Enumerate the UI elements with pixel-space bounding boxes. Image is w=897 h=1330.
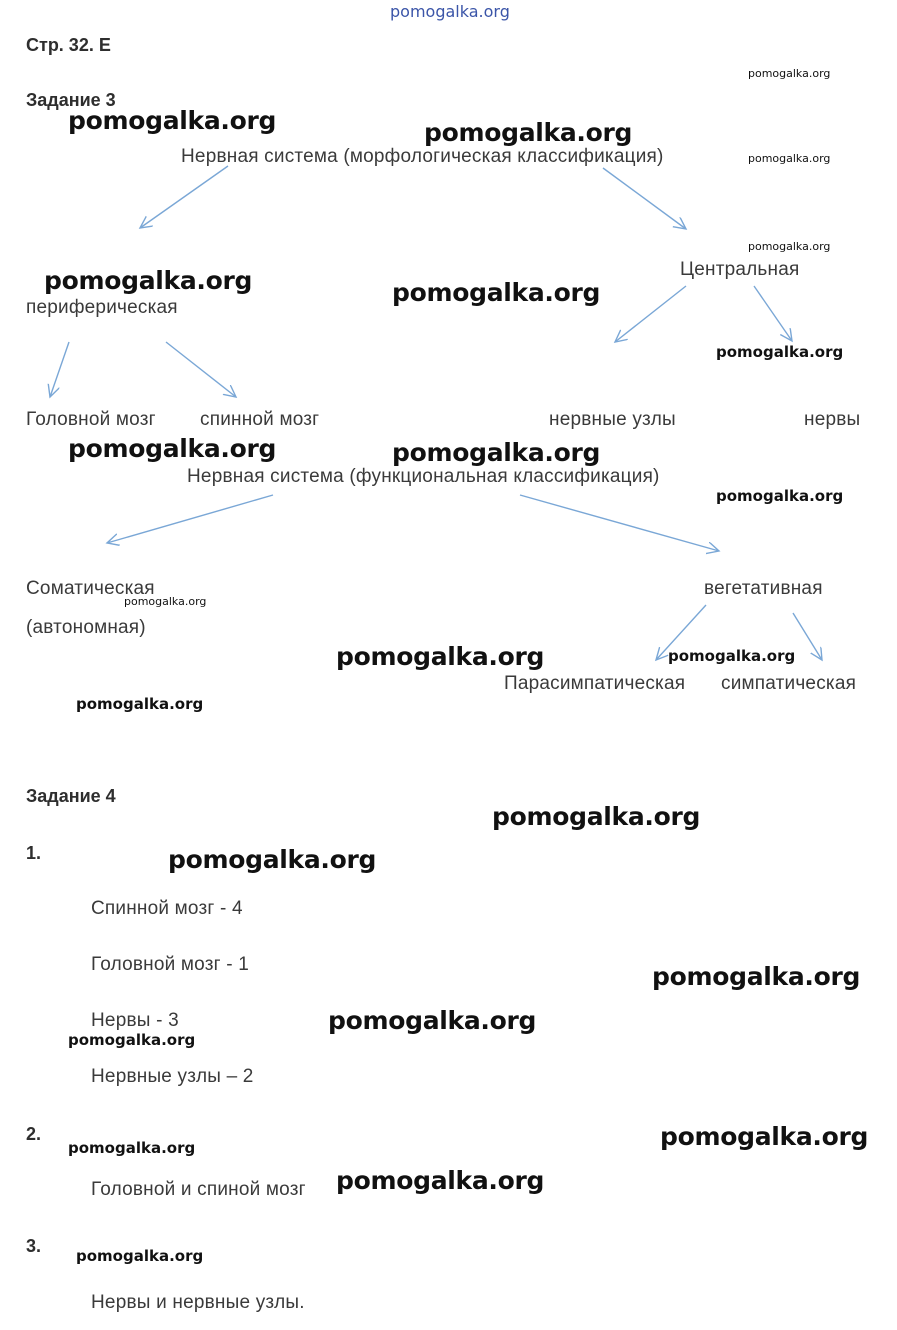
- arrow-central-to-ganglia: [615, 286, 686, 342]
- arrow-root2-to-somatic: [107, 495, 273, 543]
- q1-item-nerves: Нервы - 3: [91, 1010, 179, 1031]
- diagram2-autonomous: (автономная): [26, 617, 146, 638]
- diagram2-vegetative: вегетативная: [704, 578, 823, 599]
- diagram2-root: Нервная система (функциональная классификация): [187, 466, 660, 487]
- arrow-peripheral-to-brain: [50, 342, 69, 397]
- diagram1-root: Нервная система (морфологическая классификация): [181, 146, 664, 167]
- watermark: pomogalka.org: [68, 434, 277, 463]
- q3-answer: Нервы и нервные узлы.: [91, 1292, 305, 1313]
- q1-item-spinal: Спинной мозг - 4: [91, 898, 243, 919]
- task4-heading: Задание 4: [26, 786, 116, 806]
- watermark: pomogalka.org: [716, 487, 844, 505]
- q1-item-brain: Головной мозг - 1: [91, 954, 249, 975]
- watermark: pomogalka.org: [76, 1247, 204, 1265]
- watermark: pomogalka.org: [68, 1139, 196, 1157]
- watermark: pomogalka.org: [668, 647, 796, 665]
- watermark: pomogalka.org: [76, 695, 204, 713]
- watermark: pomogalka.org: [328, 1006, 537, 1035]
- watermark: pomogalka.org: [492, 802, 701, 831]
- q2-answer: Головной и спиной мозг: [91, 1179, 306, 1200]
- q1-number: 1.: [26, 843, 42, 863]
- watermark: pomogalka.org: [68, 106, 277, 135]
- watermark: pomogalka.org: [716, 343, 844, 361]
- q3-number: 3.: [26, 1236, 42, 1256]
- task3-heading: Задание 3: [26, 90, 116, 110]
- page-title: Стр. 32. Е: [26, 35, 111, 55]
- watermark: pomogalka.org: [652, 962, 861, 991]
- watermark: pomogalka.org: [748, 240, 831, 253]
- watermark: pomogalka.org: [336, 1166, 545, 1195]
- diagram2-sympathetic: симпатическая: [721, 673, 857, 694]
- watermark: pomogalka.org: [124, 595, 207, 608]
- watermark: pomogalka.org: [68, 1031, 196, 1049]
- diagram1-ganglia: нервные узлы: [549, 409, 676, 430]
- arrow-root-to-peripheral: [140, 166, 228, 228]
- site-watermark-top: pomogalka.org: [390, 2, 510, 21]
- diagram1-brain: Головной мозг: [26, 409, 156, 430]
- arrow-peripheral-to-spinal: [166, 342, 236, 397]
- watermark: pomogalka.org: [424, 118, 633, 147]
- diagram1-central: Центральная: [680, 259, 800, 280]
- watermark: pomogalka.org: [748, 152, 831, 165]
- q1-item-ganglia: Нервные узлы – 2: [91, 1066, 254, 1087]
- diagram1-nerves: нервы: [804, 409, 861, 430]
- watermark: pomogalka.org: [44, 266, 253, 295]
- diagram1-peripheral: периферическая: [26, 297, 178, 318]
- watermark: pomogalka.org: [748, 67, 831, 80]
- diagram2-parasympathetic: Парасимпатическая: [504, 673, 686, 694]
- q2-number: 2.: [26, 1124, 42, 1144]
- watermark: pomogalka.org: [392, 278, 601, 307]
- watermark: pomogalka.org: [660, 1122, 869, 1151]
- arrow-vegetative-to-sympathetic: [793, 613, 822, 660]
- arrow-central-to-nerves: [754, 286, 792, 341]
- arrow-root2-to-vegetative: [520, 495, 719, 551]
- watermark: pomogalka.org: [336, 642, 545, 671]
- watermark: pomogalka.org: [392, 438, 601, 467]
- arrow-root-to-central: [603, 168, 686, 229]
- diagram1-spinal-cord: спинной мозг: [200, 409, 320, 430]
- watermark: pomogalka.org: [168, 845, 377, 874]
- diagram2-somatic: Соматическая: [26, 578, 155, 599]
